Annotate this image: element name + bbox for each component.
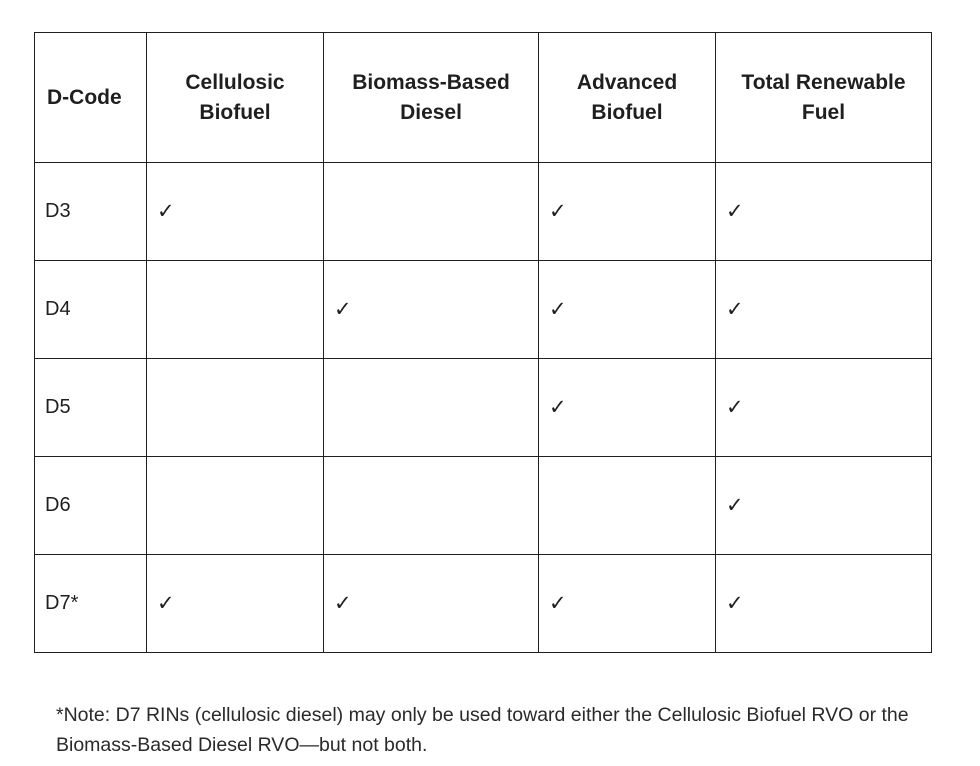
header-dcode: D-Code: [35, 33, 147, 163]
check-icon: ✓: [549, 297, 567, 321]
header-row: [35, 33, 932, 163]
check-icon: ✓: [334, 591, 352, 615]
check-icon: ✓: [549, 199, 567, 223]
total-cell: [716, 555, 932, 653]
header-total-renewable-fuel: Total Renewable Fuel: [716, 33, 932, 163]
total-cell: [716, 457, 932, 555]
bbd-cell: [324, 163, 539, 261]
cellulosic-cell: [147, 163, 324, 261]
table-body: [35, 163, 932, 653]
check-icon: ✓: [726, 297, 744, 321]
header-cellulosic-biofuel: Cellulosic Biofuel: [147, 33, 324, 163]
check-icon: ✓: [726, 395, 744, 419]
dcode-cell: D5: [35, 359, 147, 457]
check-icon: ✓: [549, 395, 567, 419]
advanced-cell: [539, 163, 716, 261]
bbd-cell: [324, 457, 539, 555]
rvo-category-table: [34, 32, 932, 653]
dcode-cell: D4: [35, 261, 147, 359]
check-icon: ✓: [726, 591, 744, 615]
check-icon: ✓: [726, 493, 744, 517]
advanced-cell: [539, 261, 716, 359]
check-icon: ✓: [334, 297, 352, 321]
cellulosic-cell: [147, 457, 324, 555]
table-row: [35, 359, 932, 457]
footnote: *Note: D7 RINs (cellulosic diesel) may only be used toward either the Cellulosic Biofuel RVO or the Biomass-Based Diesel RVO—but not both.: [56, 703, 909, 756]
check-icon: ✓: [726, 199, 744, 223]
table-row: [35, 261, 932, 359]
table-row: [35, 163, 932, 261]
check-icon: ✓: [549, 591, 567, 615]
advanced-cell: [539, 457, 716, 555]
advanced-cell: [539, 555, 716, 653]
cellulosic-cell: [147, 555, 324, 653]
dcode-cell: D6: [35, 457, 147, 555]
table-row: [35, 555, 932, 653]
header-biomass-based-diesel: Biomass-Based Diesel: [324, 33, 539, 163]
header-advanced-biofuel: Advanced Biofuel: [539, 33, 716, 163]
advanced-cell: [539, 359, 716, 457]
bbd-cell: [324, 261, 539, 359]
total-cell: [716, 359, 932, 457]
dcode-cell: D7*: [35, 555, 147, 653]
dcode-cell: D3: [35, 163, 147, 261]
table-header: [35, 33, 932, 163]
bbd-cell: [324, 359, 539, 457]
cellulosic-cell: [147, 261, 324, 359]
check-icon: ✓: [157, 591, 175, 615]
bbd-cell: [324, 555, 539, 653]
total-cell: [716, 261, 932, 359]
table-row: [35, 457, 932, 555]
total-cell: [716, 163, 932, 261]
cellulosic-cell: [147, 359, 324, 457]
check-icon: ✓: [157, 199, 175, 223]
